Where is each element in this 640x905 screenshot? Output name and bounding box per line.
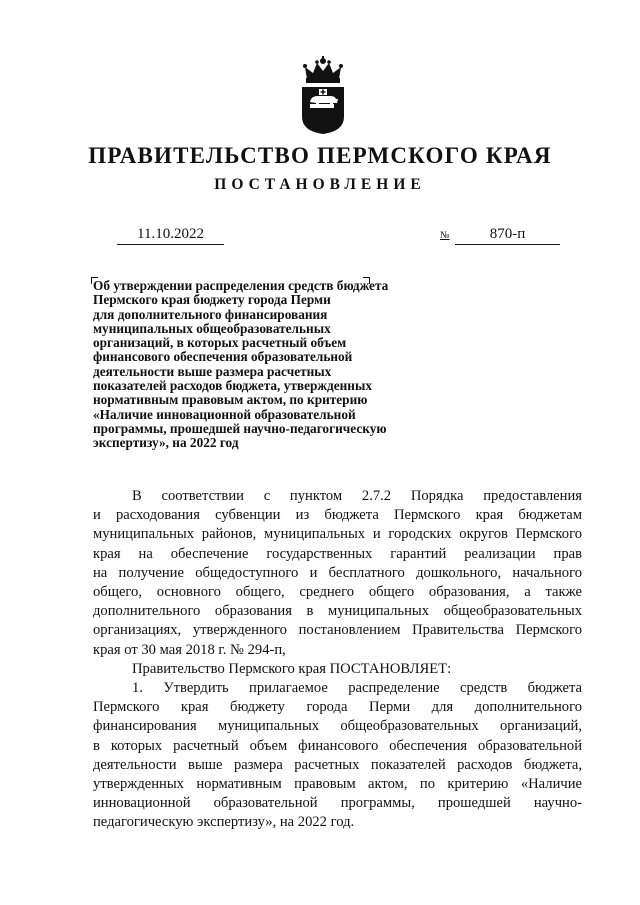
document-date: 11.10.2022 [117, 224, 224, 245]
body-line: финансирования муниципальных общеобразовательных организаций, [93, 718, 582, 735]
coat-of-arms-icon [297, 55, 349, 135]
body-line: В соответствии с пунктом 2.7.2 Порядка предоставления [132, 488, 582, 504]
body-line: на получение общедоступного и бесплатного дошкольного, начального [93, 564, 582, 581]
document-body [93, 487, 582, 833]
government-title: ПРАВИТЕЛЬСТВО ПЕРМСКОГО КРАЯ [88, 143, 552, 168]
document-subject [93, 279, 438, 451]
body-line: педагогическую экспертизу», на 2022 год. [93, 814, 355, 831]
body-line: муниципальных районов, муниципальных и городских округов Пермского [93, 526, 582, 543]
body-line: организациях, утвержденного постановлением Правительства Пермского [93, 622, 582, 639]
subject-line: финансового обеспечения образовательной [93, 349, 353, 365]
subject-line: «Наличие инновационной образовательной [93, 406, 356, 422]
subject-line: организаций, в которых расчетный объем [93, 335, 347, 351]
body-line: края на обеспечение государственных гарантий реализации прав [93, 545, 582, 562]
body-line: и расходования субвенции из бюджета Пермского края бюджетам [93, 507, 582, 524]
document-number: 870-п [455, 224, 560, 245]
subject-line: для дополнительного финансирования [93, 306, 328, 322]
body-line: деятельности выше размера расчетных показателей расходов бюджета, [93, 756, 582, 773]
document-type: ПОСТАНОВЛЕНИЕ [214, 176, 426, 193]
subject-line: программы, прошедшей научно-педагогическую [93, 420, 387, 436]
body-line: инновационной образовательной программы, прошедшей научно- [93, 795, 582, 812]
subject-line: Об утверждении распределения средств бюджета [93, 278, 389, 293]
body-line: 1. Утвердить прилагаемое распределение средств бюджета [132, 680, 582, 697]
number-sign: № [440, 230, 450, 241]
body-line: дополнительного образования в муниципальных общеобразовательных [93, 603, 582, 620]
body-line: края от 30 мая 2018 г. № 294-п, [93, 641, 286, 658]
subject-line: экспертизу», на 2022 год [93, 435, 239, 451]
subject-line: деятельности выше размера расчетных [93, 363, 332, 379]
body-line: общего, основного общего, среднего общего образования, а также [93, 584, 582, 601]
body-line: в которых расчетный объем финансового обеспечения образовательной [93, 737, 582, 754]
body-line: утвержденных нормативным правовым актом, по критерию «Наличие [93, 776, 582, 793]
body-line: Пермского края бюджету города Перми для дополнительного [93, 699, 582, 716]
subject-line: Пермского края бюджету города Перми [93, 292, 331, 308]
subject-line: показателей расходов бюджета, утвержденных [93, 378, 372, 394]
resolution-line: Правительство Пермского края ПОСТАНОВЛЯЕТ: [132, 660, 452, 677]
subject-line: нормативным правовым актом, по критерию [93, 392, 368, 408]
subject-line: муниципальных общеобразовательных [93, 320, 331, 336]
